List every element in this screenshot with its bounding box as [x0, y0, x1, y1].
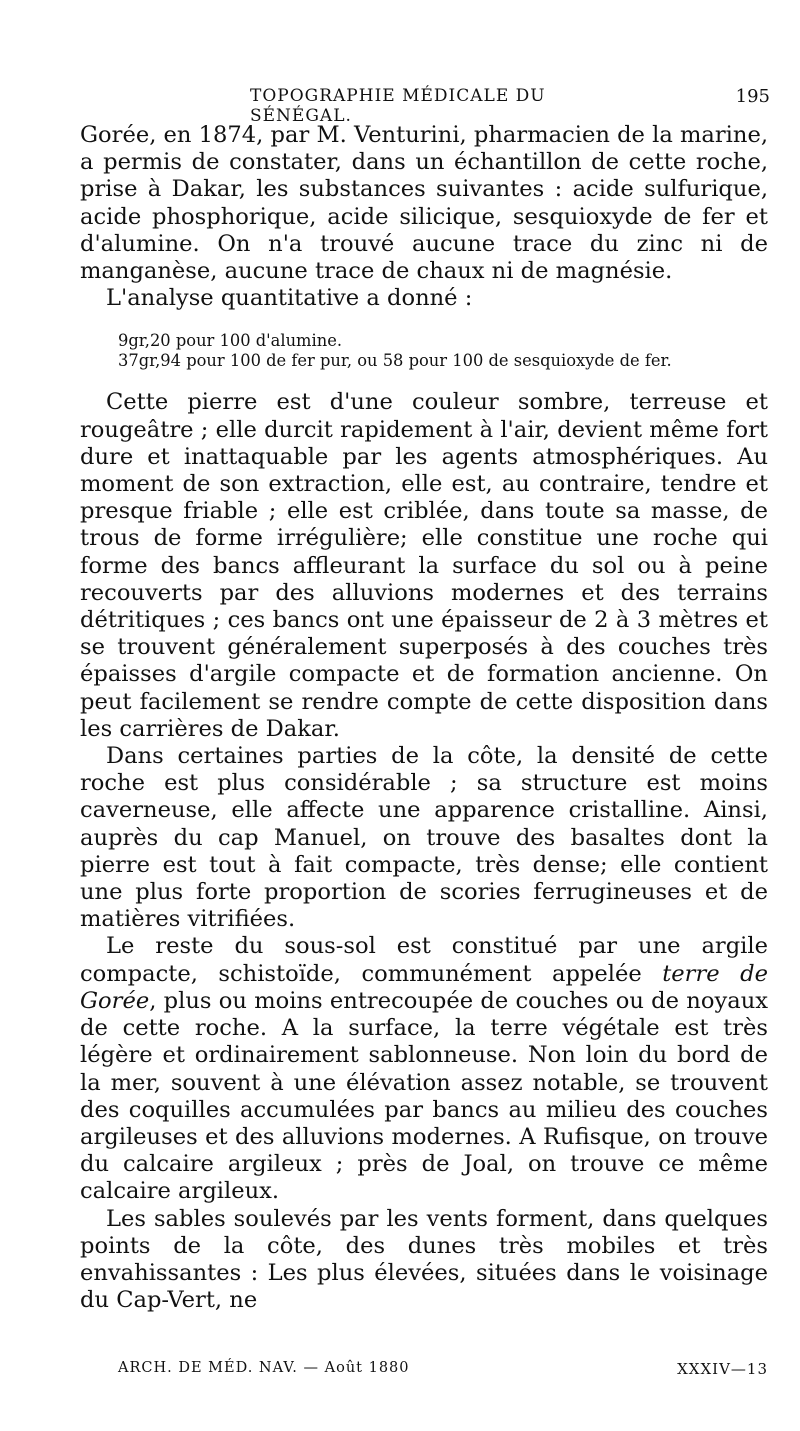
paragraph-sous-sol: [80, 933, 768, 1205]
sous-sol-text-start: Le reste du sous-sol est constitué par une argile compacte, schistoïde, communément appelée: [80, 933, 768, 987]
paragraph-cote: Dans certaines parties de la côte, la densité de cette roche est plus considérable ; sa structure est moins caverneuse, elle affecte une apparence cristalline. Ainsi, auprès du cap Manuel, on trouve des basaltes dont la pierre est tout à fait compacte, très dense; elle contient une plus forte proportion de scories ferrugineuses et de matières vitrifiées.: [80, 743, 768, 933]
paragraph-continued: Gorée, en 1874, par M. Venturini, pharmacien de la marine, a permis de constater, dans un échantillon de cette roche, prise à Dakar, les substances suivantes : acide sulfurique, acide phosphorique, acide silicique, sesquioxyde de fer et d'alumine. On n'a trouvé aucune trace du zinc ni de manganèse, aucune trace de chaux ni de magnésie.: [80, 122, 768, 285]
paragraph-analysis-intro: L'analyse quantitative a donné :: [106, 285, 473, 312]
analysis-line-fer: 37gr,94 pour 100 de fer pur, ou 58 pour 100 de sesquioxyde de fer.: [118, 351, 672, 371]
analysis-results: [118, 331, 768, 371]
paragraph-pierre: Cette pierre est d'une couleur sombre, terreuse et rougeâtre ; elle durcit rapidement à l'air, devient même fort dure et inattaquable par les agents atmosphériques. Au moment de son extraction, elle est, au contraire, tendre et presque friable ; elle est criblée, dans toute sa masse, de trous de forme irrégulière; elle constitue une roche qui forme des bancs affleurant la surface du sol ou à peine recouverts par des alluvions modernes et des terrains détritiques ; ces bancs ont une épaisseur de 2 à 3 mètres et se trouvent généralement superposés à des couches très épaisses d'argile compacte et de formation ancienne. On peut facilement se rendre compte de cette disposition dans les carrières de Dakar.: [80, 389, 768, 742]
terre-de-goree-term: terre de Gorée: [80, 960, 768, 1014]
sous-sol-text-end: , plus ou moins entrecoupée de couches ou de noyaux de cette roche. A la surface, la terre végétale est très légère et ordinairement sablonneuse. Non loin du bord de la mer, souvent à une élévation assez notable, se trouvent des coquilles accumulées par bancs au milieu des couches argileuses et des alluvions modernes. A Rufisque, on trouve du calcaire argileux ; près de Joal, on trouve ce même calcaire argileux.: [80, 987, 768, 1205]
body-text: [80, 122, 768, 1314]
journal-footer: ARCH. DE MÉD. NAV. — Août 1880: [118, 1360, 410, 1376]
page-number: 195: [735, 86, 770, 107]
analysis-line-alumine: 9gr,20 pour 100 d'alumine.: [118, 331, 343, 351]
running-title: TOPOGRAPHIE MÉDICALE DU SÉNÉGAL.: [250, 86, 546, 126]
paragraph-sables: Les sables soulevés par les vents forment, dans quelques points de la côte, des dunes très mobiles et très envahissantes : Les plus élevées, situées dans le voisinage du Cap-Vert, ne: [80, 1205, 768, 1314]
signature-mark: XXXIV—13: [677, 1360, 768, 1378]
